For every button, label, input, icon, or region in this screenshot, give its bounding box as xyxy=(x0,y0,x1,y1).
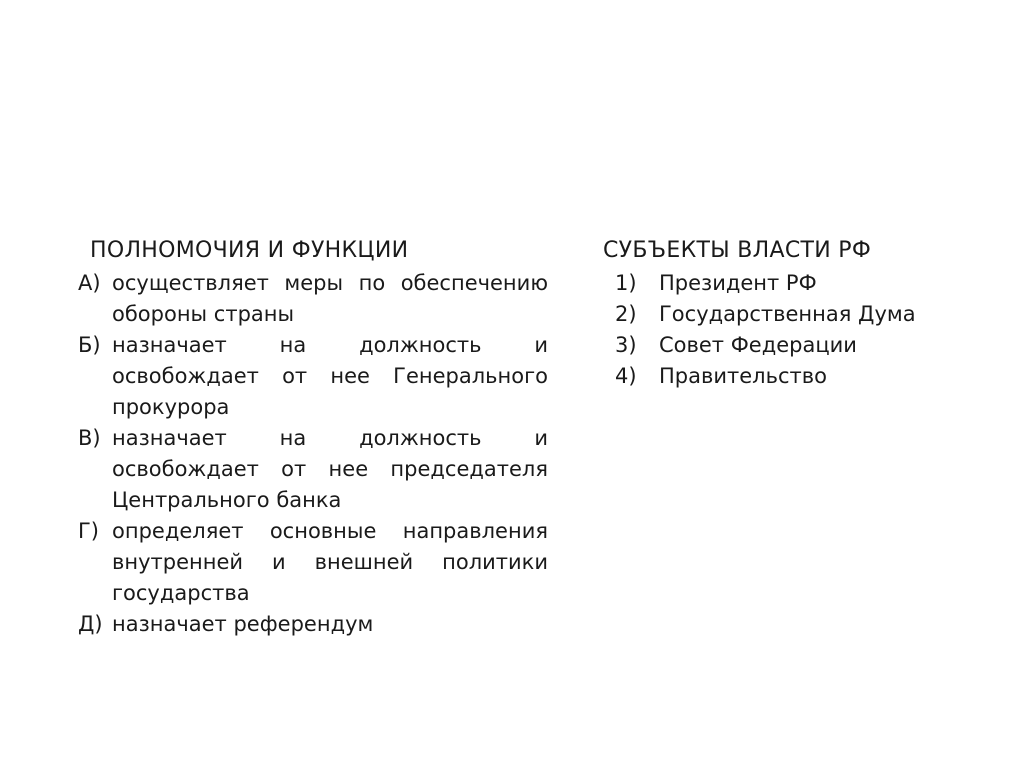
power-item-v xyxy=(78,423,548,516)
power-item-key: В) xyxy=(78,426,101,450)
subject-item-4 xyxy=(603,361,943,392)
power-item-key: Г) xyxy=(78,519,99,543)
subject-item-key: 2) xyxy=(615,302,637,326)
subjects-heading: СУБЪЕКТЫ ВЛАСТИ РФ xyxy=(603,238,872,263)
power-item-b xyxy=(78,330,548,423)
subject-item-1 xyxy=(603,268,943,299)
subject-item-2 xyxy=(603,299,943,330)
power-item-text: определяет основные направления внутренней и внешней политики государства xyxy=(112,519,548,605)
subject-item-3 xyxy=(603,330,943,361)
power-item-text: назначает на должность и освобождает от нее председателя Центрального банка xyxy=(112,426,548,512)
power-item-key: А) xyxy=(78,271,101,295)
subject-item-key: 1) xyxy=(615,271,637,295)
powers-heading: ПОЛНОМОЧИЯ И ФУНКЦИИ xyxy=(90,238,409,263)
power-item-text: осуществляет меры по обеспечению обороны страны xyxy=(112,271,548,326)
subject-item-text: Правительство xyxy=(659,364,827,388)
subject-item-text: Совет Федерации xyxy=(659,333,857,357)
subject-item-key: 4) xyxy=(615,364,637,388)
subject-item-text: Президент РФ xyxy=(659,271,817,295)
powers-column xyxy=(78,236,548,640)
power-item-text: назначает на должность и освобождает от нее Генерального прокурора xyxy=(112,333,548,419)
power-item-d xyxy=(78,609,548,640)
subject-item-text: Государственная Дума xyxy=(659,302,916,326)
power-item-key: Б) xyxy=(78,333,101,357)
power-item-g xyxy=(78,516,548,609)
power-item-text: назначает референдум xyxy=(112,612,374,636)
subject-item-key: 3) xyxy=(615,333,637,357)
subjects-column xyxy=(603,236,943,392)
power-item-a xyxy=(78,268,548,330)
power-item-key: Д) xyxy=(78,612,103,636)
